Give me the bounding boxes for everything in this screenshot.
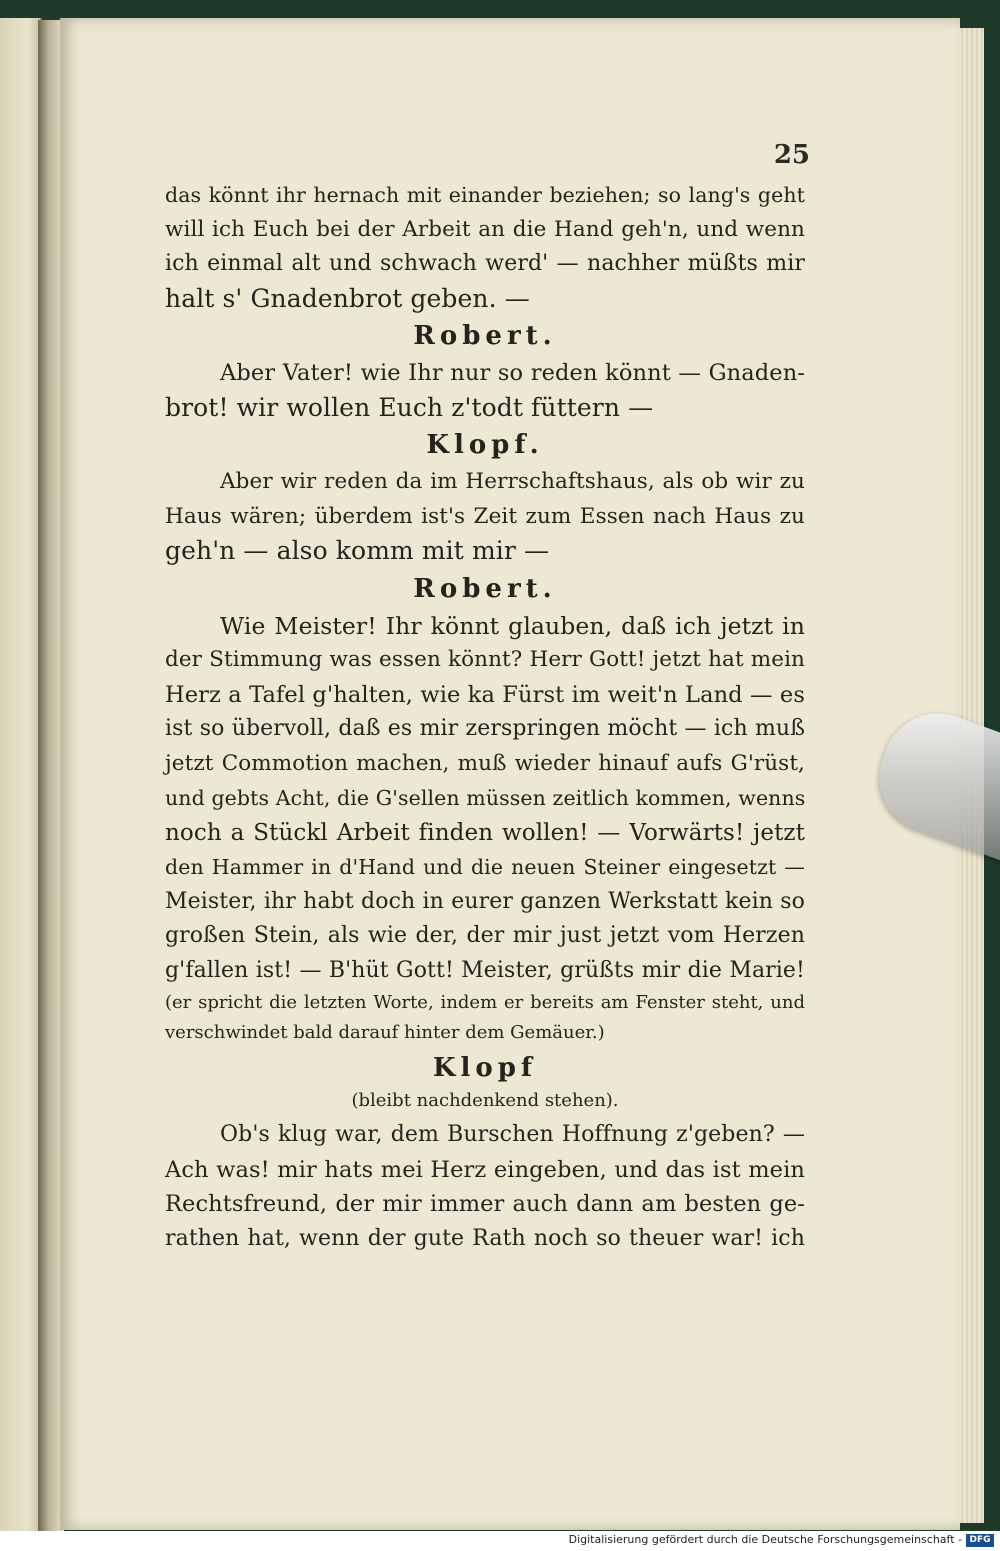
text-line: g'fallen ist! — B'hüt Gott! Meister, grüßts mir die Marie!	[165, 957, 805, 983]
text-line: Herz a Tafel g'halten, wie ka Fürst im weit'n Land — es	[165, 681, 805, 708]
text-line: Aber Vater! wie Ihr nur so reden könnt — Gnaden-	[220, 360, 805, 386]
text-line: jetzt Commotion machen, muß wieder hinauf aufs G'rüst,	[165, 750, 805, 776]
dfg-logo: DFG	[966, 1534, 994, 1547]
text-line: den Hammer in d'Hand und die neuen Steiner eingesetzt —	[165, 855, 805, 879]
text-line: noch a Stückl Arbeit finden wollen! — Vorwärts! jetzt	[165, 819, 805, 846]
text-line: Ob's klug war, dem Burschen Hoffnung z'geben? —	[220, 1122, 805, 1147]
text-line: Aber wir reden da im Herrschaftshaus, als ob wir zu	[220, 469, 805, 494]
text-line: ich einmal alt und schwach werd' — nachher müßts mir	[165, 251, 805, 276]
footer-bar	[0, 1531, 1000, 1551]
page-number: 25	[773, 140, 810, 170]
text-line: Ach was! mir hats mei Herz eingeben, und das ist mein	[165, 1156, 805, 1183]
text-line: geh'n — also komm mit mir —	[165, 536, 550, 565]
stage-direction: verschwindet bald darauf hinter dem Gemäuer.)	[165, 1022, 605, 1043]
text-line: das könnt ihr hernach mit einander beziehen; so lang's geht	[165, 183, 805, 207]
speaker-name: Robert.	[413, 321, 557, 351]
speaker-name: Klopf.	[426, 430, 544, 460]
speaker-name: Robert.	[413, 573, 557, 604]
text-line: Haus wären; überdem ist's Zeit zum Essen nach Haus zu	[165, 503, 805, 529]
text-line: brot! wir wollen Euch z'todt füttern —	[165, 392, 654, 422]
text-line: halt s' Gnadenbrot geben. —	[165, 283, 530, 313]
text-line: und gebts Acht, die G'sellen müssen zeitlich kommen, wenns	[165, 786, 806, 810]
text-line: will ich Euch bei der Arbeit an die Hand geh'n, und wenn	[165, 216, 805, 242]
stage-direction: (bleibt nachdenkend stehen).	[351, 1090, 619, 1111]
stage-direction: (er spricht die letzten Worte, indem er bereits am Fenster steht, und	[165, 992, 805, 1013]
footer-credit: Digitalisierung gefördert durch die Deutsche Forschungsgemeinschaft -	[568, 1533, 962, 1546]
left-page-edge	[0, 18, 42, 1538]
text-line: Wie Meister! Ihr könnt glauben, daß ich jetzt in	[220, 611, 805, 640]
text-line: rathen hat, wenn der gute Rath noch so theuer war! ich	[165, 1225, 805, 1251]
text-line: großen Stein, als wie der, der mir just jetzt vom Herzen	[165, 923, 805, 948]
text-line: ist so übervoll, daß es mir zerspringen möcht — ich muß	[165, 716, 805, 741]
speaker-name: Klopf	[432, 1053, 538, 1083]
text-line: der Stimmung was essen könnt? Herr Gott! jetzt hat mein	[165, 647, 805, 672]
text-line: Rechtsfreund, der mir immer auch dann am besten ge-	[165, 1191, 805, 1217]
text-line: Meister, ihr habt doch in eurer ganzen Werkstatt kein so	[165, 888, 805, 914]
page-text	[165, 178, 805, 1256]
